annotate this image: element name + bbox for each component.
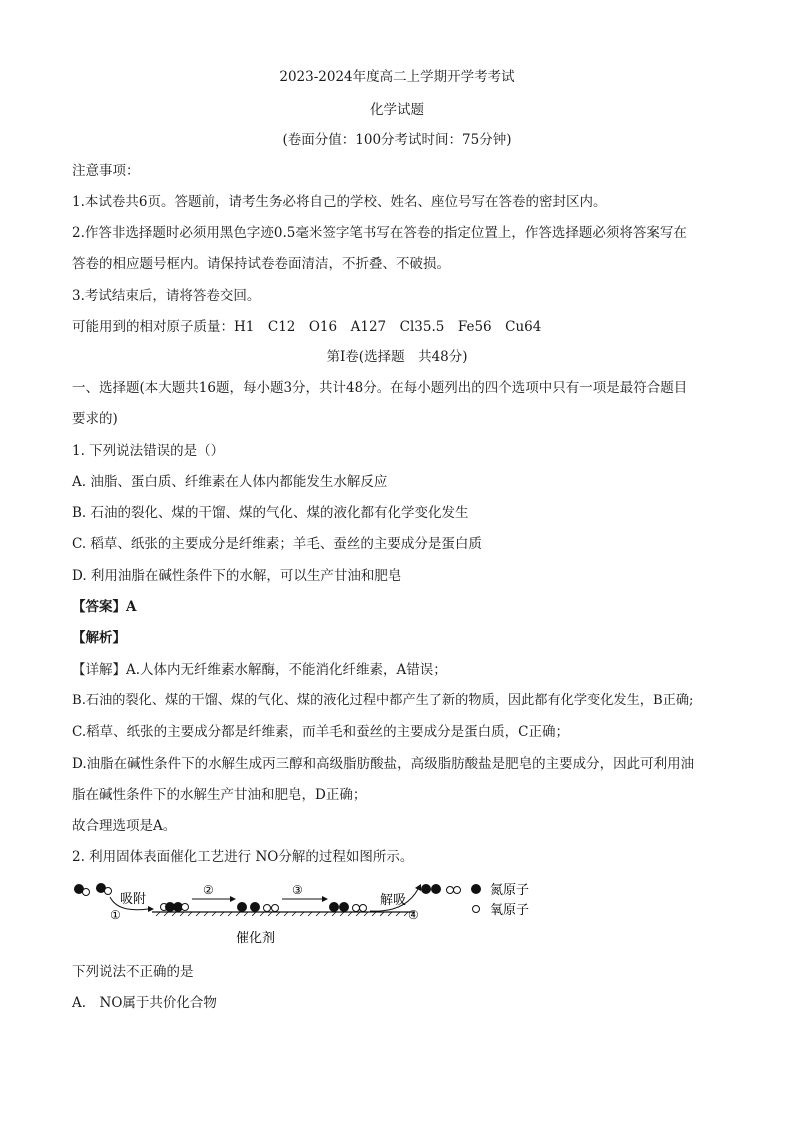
atomic-mass-line: 可能用到的相对原子质量：H1 C12 O16 A127 Cl35.5 Fe56 Cu64 bbox=[72, 319, 542, 335]
product-n2 bbox=[421, 884, 441, 894]
product-o2 bbox=[447, 887, 461, 894]
adsorb-label: 吸附 bbox=[120, 892, 147, 907]
detail-text: A.人体内无纤维素水解酶，不能消化纤维素，A错误； bbox=[126, 662, 447, 678]
step-4-label: ④ bbox=[408, 908, 419, 922]
adsorbed-no bbox=[161, 902, 189, 912]
step-2-label: ② bbox=[203, 883, 214, 897]
notes-heading: 注意事项： bbox=[72, 163, 140, 179]
section-instruction: 一、选择题(本大题共16题，每小题3分，共计48分。在每小题列出的四个选项中只有一项是最符合题目 bbox=[72, 380, 688, 396]
exam-meta: (卷面分值：100分考试时间：75分钟) bbox=[282, 132, 512, 148]
detail-line: B.石油的裂化、煤的干馏、煤的气化、煤的液化过程中都产生了新的物质，因此都有化学变化发生，B正确; bbox=[72, 693, 694, 708]
legend-oxygen-icon bbox=[473, 906, 480, 913]
legend-oxygen-label: 氧原子 bbox=[490, 903, 530, 918]
no-molecule-initial bbox=[96, 883, 112, 895]
step-3-label: ③ bbox=[292, 883, 303, 897]
dissociated-atoms bbox=[237, 902, 279, 912]
note-item: 2.作答非选择题时必须用黑色字迹0.5毫米签字笔书写在答卷的指定位置上，作答选择题必须将答案写在 bbox=[72, 225, 687, 241]
detail-line: D.油脂在碱性条件下的水解生成丙三醇和高级脂肪酸盐，高级脂肪酸盐是肥皂的主要成分，因此可利用油 bbox=[72, 756, 695, 772]
question-1-option-c: C. 稻草、纸张的主要成分是纤维素；羊毛、蚕丝的主要成分是蛋白质 bbox=[72, 536, 482, 552]
step-1-label: ① bbox=[110, 908, 121, 922]
note-item: 答卷的相应题号框内。请保持试卷卷面清洁，不折叠、不破损。 bbox=[72, 256, 450, 272]
note-item: 1.本试卷共6页。答题前，请考生务必将自己的学校、姓名、座位号写在答卷的密封区内。 bbox=[72, 194, 607, 210]
question-1-option-d: D. 利用油脂在碱性条件下的水解，可以生产甘油和肥皂 bbox=[72, 568, 402, 584]
catalysis-diagram bbox=[70, 875, 550, 950]
subject-title: 化学试题 bbox=[370, 102, 424, 118]
step-3-arrowhead bbox=[322, 896, 328, 902]
section-instruction-cont: 要求的) bbox=[72, 411, 118, 427]
recombined-molecules bbox=[329, 902, 367, 912]
section-title: 第Ⅰ卷(选择题 共48分) bbox=[326, 349, 468, 365]
note-item: 3.考试结束后，请将答卷交回。 bbox=[72, 288, 261, 304]
exam-title: 2023-2024年度高二上学期开学考考试 bbox=[279, 69, 515, 85]
adsorb-arrowhead bbox=[148, 906, 154, 912]
detail-conclusion: 故合理选项是A。 bbox=[72, 818, 177, 834]
step-2-arrowhead bbox=[230, 896, 236, 902]
question-2-option-a: A. NO属于共价化合物 bbox=[72, 995, 217, 1011]
question-2-stem: 2. 利用固体表面催化工艺进行 NO分解的过程如图所示。 bbox=[72, 849, 414, 865]
detail-line: C.稻草、纸张的主要成分都是纤维素，而羊毛和蚕丝的主要成分是蛋白质，C正确； bbox=[72, 724, 569, 740]
answer-label: 【答案】A bbox=[72, 599, 137, 615]
catalyst-label: 催化剂 bbox=[236, 931, 276, 946]
detail-line: 脂在碱性条件下的水解生产甘油和肥皂，D正确； bbox=[72, 787, 367, 803]
desorb-label: 解吸 bbox=[380, 893, 407, 908]
analysis-label: 【解析】 bbox=[72, 630, 126, 646]
no-molecule-initial bbox=[74, 884, 90, 896]
question-1-option-a: A. 油脂、蛋白质、纤维素在人体内都能发生水解反应 bbox=[72, 474, 388, 490]
question-1-option-b: B. 石油的裂化、煤的干馏、煤的气化、煤的液化都有化学变化发生 bbox=[72, 505, 469, 521]
detail-prefix: 【详解】 bbox=[72, 662, 126, 678]
legend-nitrogen-icon bbox=[471, 884, 481, 894]
question-1-stem: 1. 下列说法错误的是（） bbox=[72, 443, 225, 459]
question-2-prompt: 下列说法不正确的是 bbox=[72, 964, 194, 980]
detail-line bbox=[72, 660, 447, 680]
legend-nitrogen-label: 氮原子 bbox=[490, 883, 530, 898]
